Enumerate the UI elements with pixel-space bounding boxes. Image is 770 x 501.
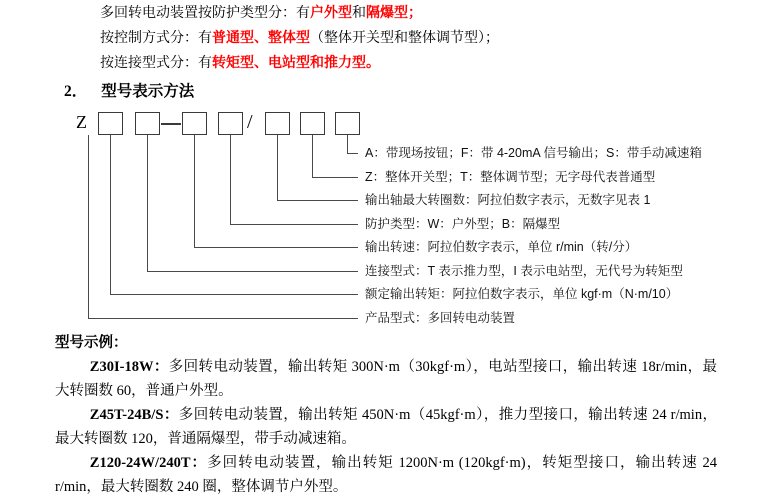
diagram-label-control: Z：整体开关型；T：整体调节型；无字母代表普通型: [365, 170, 656, 184]
connector-line: [230, 135, 231, 224]
connector-line: [347, 135, 348, 153]
dash-separator: [161, 123, 181, 125]
connector-line: [110, 294, 358, 295]
code-box-control: [300, 112, 325, 135]
code-box-max-turns: [265, 112, 290, 135]
connector-line: [194, 247, 358, 248]
connector-line: [88, 318, 358, 319]
section-title: 型号表示方法: [101, 83, 195, 100]
code-box-accessory: [335, 112, 360, 135]
diagram-label-torque: 额定输出转矩：阿拉伯数字表示，单位 kgf·m（N·m/10）: [365, 287, 679, 301]
connector-line: [230, 224, 358, 225]
example-z45t-24bs: Z45T-24B/S：多回转电动装置，输出转矩 450N·m（45kgf·m），推力型接口，输出转速 24 r/min，最大转圈数 120，普通隔爆型，带手动减速箱。: [55, 407, 717, 447]
diagram-label-product-type: 产品型式：多回转电动装置: [365, 311, 516, 325]
connector-line: [194, 135, 195, 247]
diagram-label-accessory: A：带现场按钮；F：带 4-20mA 信号输出；S：带手动减速箱: [365, 146, 702, 160]
diagram-label-protection: 防护类型：W：户外型；B：隔爆型: [365, 217, 561, 231]
model-prefix-letter: Z: [76, 112, 87, 132]
intro-line-connection-types: 按连接型式分：有转矩型、电站型和推力型。: [100, 56, 380, 71]
connector-line: [277, 135, 278, 200]
slash-separator: /: [247, 111, 253, 133]
code-box-protection: [218, 112, 243, 135]
diagram-label-speed: 输出转速：阿拉伯数字表示，单位 r/min（转/分）: [365, 240, 638, 254]
diagram-label-connection: 连接型式：T 表示推力型，I 表示电站型，无代号为转矩型: [365, 264, 683, 278]
examples-heading: 型号示例：: [55, 335, 128, 351]
connector-line: [147, 135, 148, 271]
section-number: 2．: [64, 83, 88, 100]
connector-line: [147, 271, 358, 272]
connector-line: [110, 135, 111, 294]
model-examples: [55, 331, 717, 499]
diagram-label-max-turns: 输出轴最大转圈数：阿拉伯数字表示，无数字见表 1: [365, 193, 651, 207]
connector-line: [312, 135, 313, 177]
connector-line: [312, 177, 358, 178]
code-box-connection: [135, 112, 160, 135]
example-z30i-18w: Z30I-18W：多回转电动装置，输出转矩 300N·m（30kgf·m），电站型接口，输出转速 18r/min，最大转圈数 60，普通户外型。: [55, 359, 717, 399]
code-box-speed: [182, 112, 207, 135]
connector-line: [347, 153, 358, 154]
code-box-torque: [98, 112, 123, 135]
intro-line-protection-types: 多回转电动装置按防护类型分：有户外型和隔爆型；: [100, 6, 422, 21]
example-z120-24w-240t: Z120-24W/240T：多回转电动装置，输出转矩 1200N·m (120kgf·m)，转矩型接口，输出转速 24 r/min，最大转圈数 240 圈，整体调节户外型。: [55, 455, 718, 495]
connector-line: [88, 135, 89, 318]
connector-line: [277, 200, 358, 201]
intro-line-control-types: 按控制方式分：有普通型、整体型（整体开关型和整体调节型）；: [100, 31, 499, 46]
